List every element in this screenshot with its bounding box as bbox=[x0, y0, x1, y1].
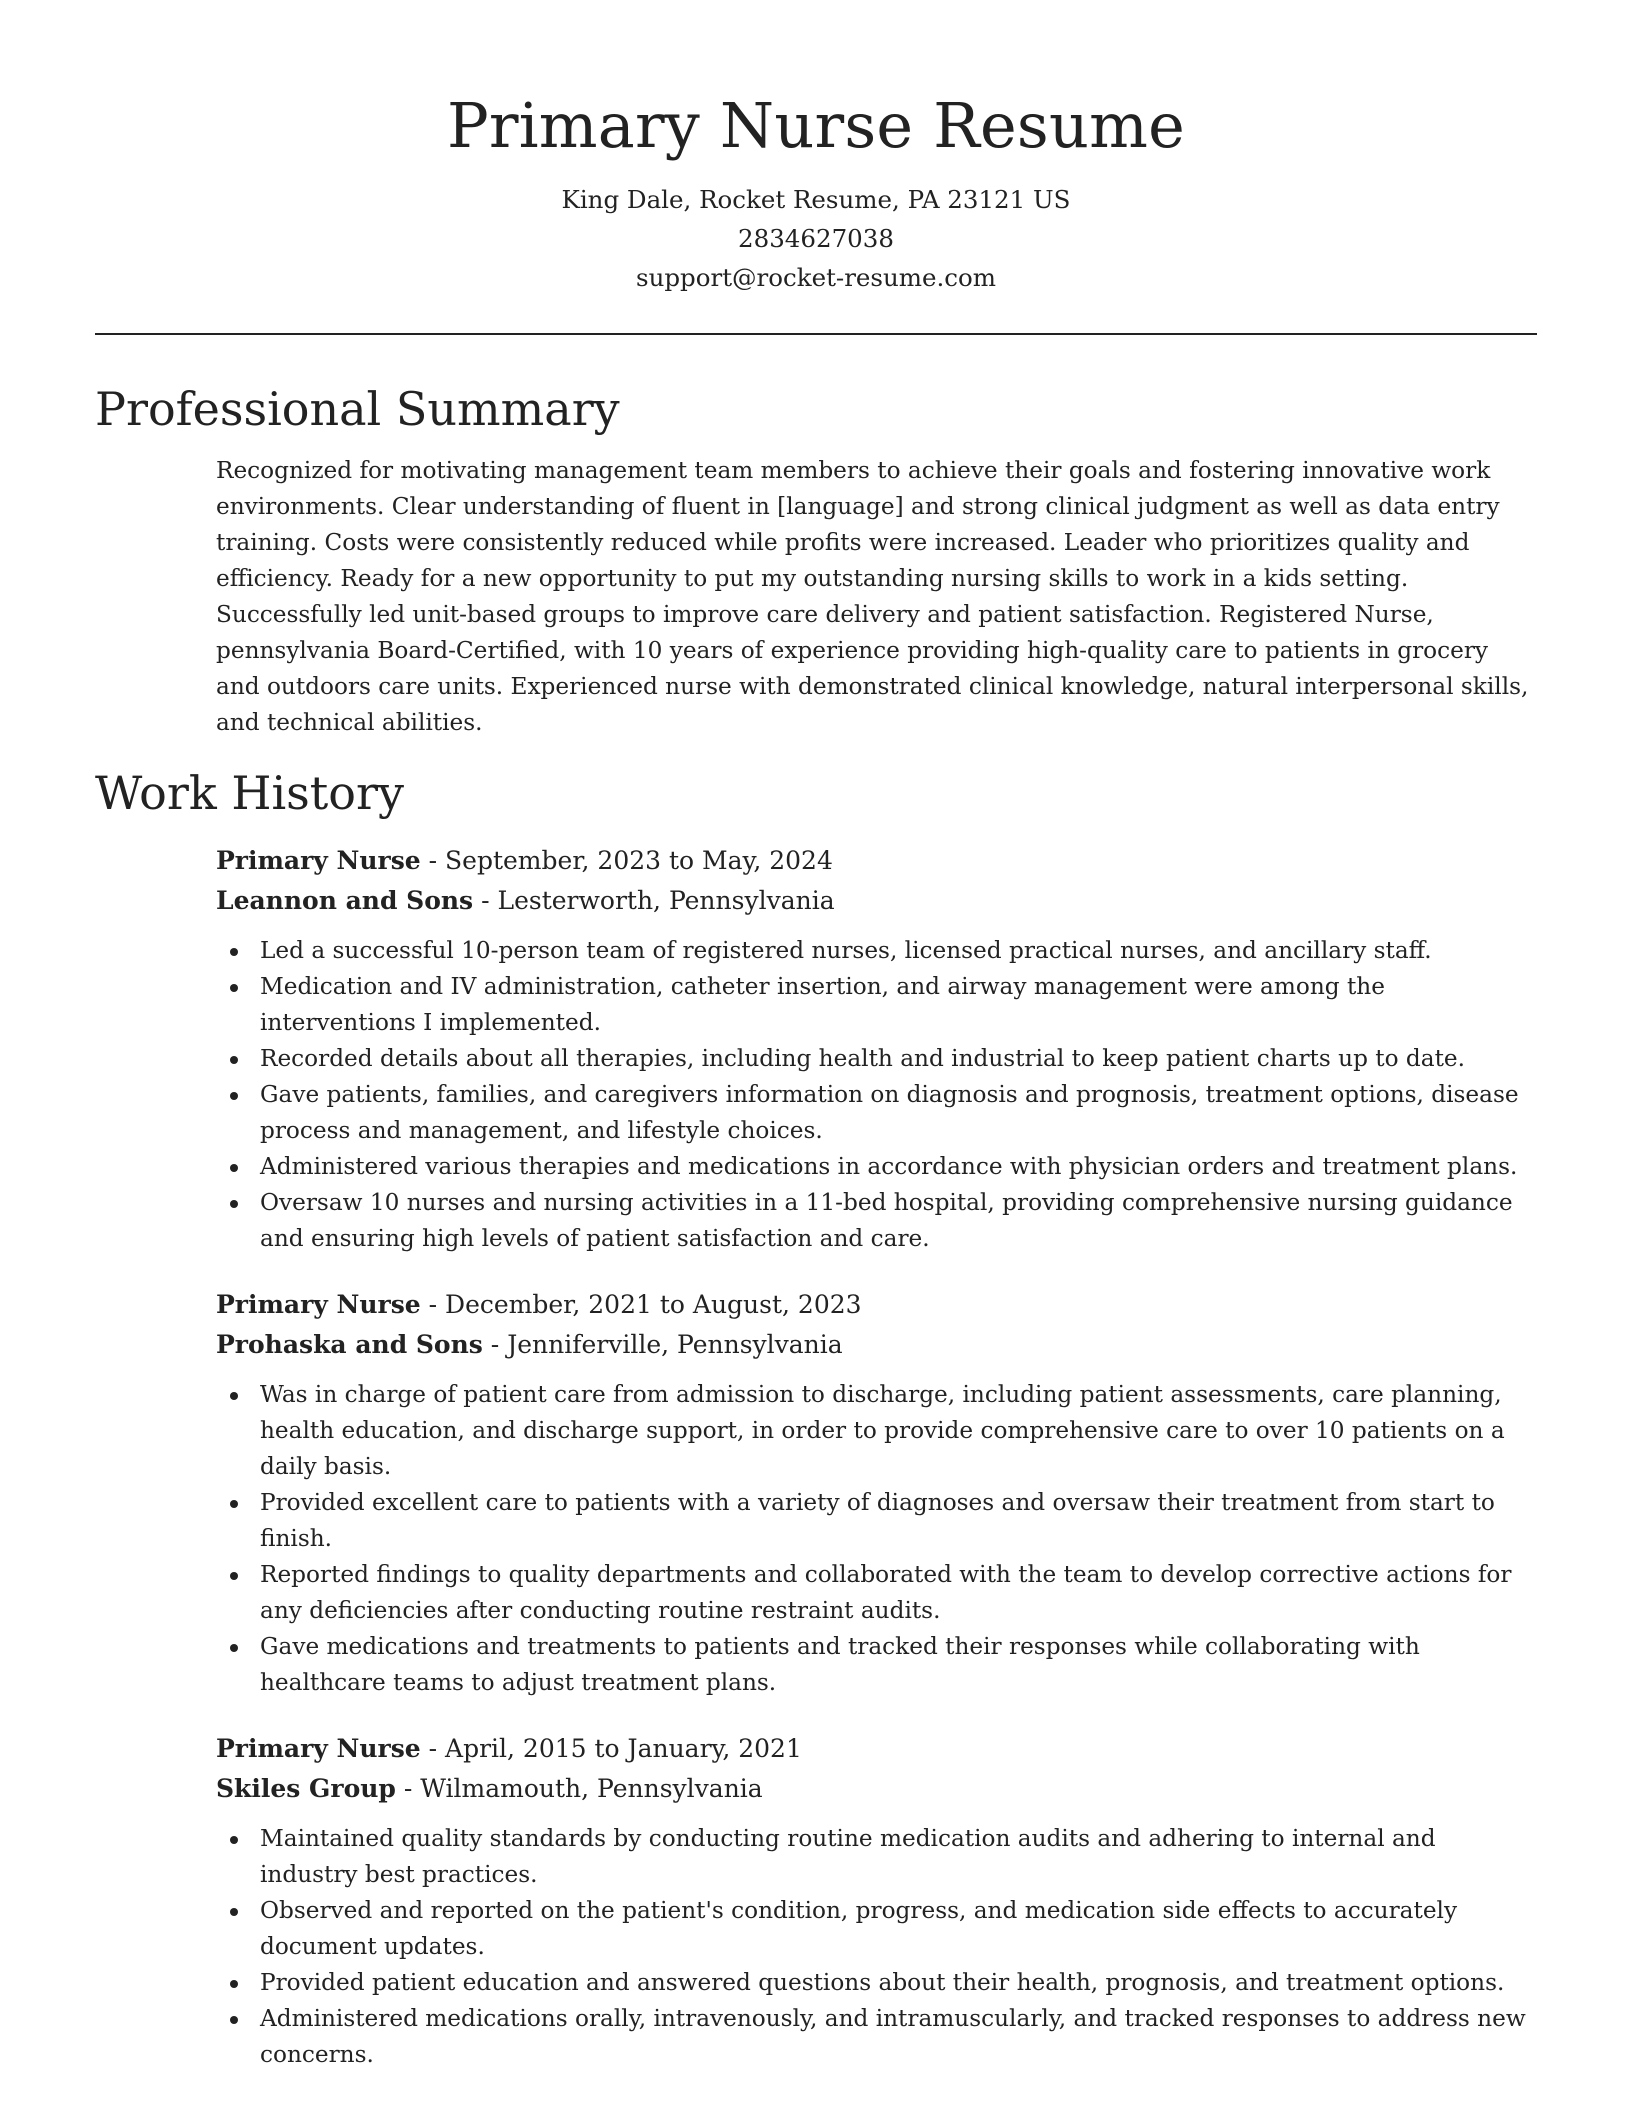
bullet-icon bbox=[230, 1092, 238, 1100]
bullet-text: Administered various therapies and medications in accordance with physician orders and treatment plans. bbox=[260, 1153, 1518, 1180]
bullet-icon bbox=[230, 2016, 238, 2024]
contact-phone: 2834627038 bbox=[738, 224, 894, 253]
bullet-text: Provided patient education and answered questions about their health, prognosis, and treatment options. bbox=[260, 1969, 1505, 1996]
job-company: Leannon and Sons bbox=[216, 886, 474, 915]
job-company: Skiles Group bbox=[216, 1774, 396, 1803]
job-location: - Jenniferville, Pennsylvania bbox=[482, 1330, 843, 1359]
bullet-text: Medication and IV administration, catheter insertion, and airway management were among the interventions I implemented. bbox=[260, 973, 1385, 1036]
summary-heading: Professional Summary bbox=[95, 382, 620, 436]
bullet-icon bbox=[230, 1500, 238, 1508]
job-dates: - September, 2023 to May, 2024 bbox=[420, 846, 833, 875]
job-title-line bbox=[216, 841, 1537, 881]
bullet-icon bbox=[230, 1392, 238, 1400]
bullet-icon bbox=[230, 1836, 238, 1844]
job-bullets bbox=[216, 1821, 1537, 2073]
bullet-text: Was in charge of patient care from admission to discharge, including patient assessments, care planning, health education, and discharge support, in order to provide comprehensive care to over 10 patients on a daily basis. bbox=[260, 1381, 1505, 1480]
list-item bbox=[216, 1821, 1537, 1893]
bullet-text: Led a successful 10-person team of registered nurses, licensed practical nurses, and ancillary staff. bbox=[260, 937, 1432, 964]
job-company: Prohaska and Sons bbox=[216, 1330, 483, 1359]
job-title-line bbox=[216, 1285, 1537, 1325]
list-item bbox=[216, 1149, 1537, 1185]
job-title-line bbox=[216, 1729, 1537, 1769]
job-role: Primary Nurse bbox=[216, 1734, 421, 1763]
job-location: - Lesterworth, Pennsylvania bbox=[473, 886, 835, 915]
resume-title: Primary Nurse Resume bbox=[447, 89, 1185, 162]
bullet-text: Gave medications and treatments to patients and tracked their responses while collaborating with healthcare teams to adjust treatment plans. bbox=[260, 1633, 1420, 1696]
bullet-text: Maintained quality standards by conducting routine medication audits and adhering to internal and industry best practices. bbox=[260, 1825, 1436, 1888]
contact-block bbox=[95, 180, 1537, 297]
job-dates: - December, 2021 to August, 2023 bbox=[420, 1290, 862, 1319]
job-role: Primary Nurse bbox=[216, 1290, 421, 1319]
job-role: Primary Nurse bbox=[216, 846, 421, 875]
job-entry bbox=[216, 841, 1537, 1257]
list-item bbox=[216, 1041, 1537, 1077]
list-item bbox=[216, 1893, 1537, 1965]
list-item bbox=[216, 2001, 1537, 2073]
summary-text: Recognized for motivating management team members to achieve their goals and fostering innovative work environments. Clear understanding of fluent in [language] and strong clinical judgment as well as data entry training. Costs were consistently reduced while profits were increased. Leader who prioritizes quality and efficiency. Ready for a new opportunity to put my outstanding nursing skills to work in a kids setting. Successfully led unit-based groups to improve care delivery and patient satisfaction. Registered Nurse, pennsylvania Board-Certified, with 10 years of experience providing high-quality care to patients in grocery and outdoors care units. Experienced nurse with demonstrated clinical knowledge, natural interpersonal skills, and technical abilities. bbox=[216, 457, 1529, 736]
bullet-text: Gave patients, families, and caregivers information on diagnosis and prognosis, treatment options, disease process and management, and lifestyle choices. bbox=[260, 1081, 1519, 1144]
bullet-text: Reported findings to quality departments and collaborated with the team to develop corrective actions for any deficiencies after conducting routine restraint audits. bbox=[260, 1561, 1512, 1624]
list-item bbox=[216, 1557, 1537, 1629]
job-dates: - April, 2015 to January, 2021 bbox=[420, 1734, 802, 1763]
job-bullets bbox=[216, 1377, 1537, 1701]
bullet-icon bbox=[230, 1644, 238, 1652]
list-item bbox=[216, 969, 1537, 1041]
resume-header bbox=[95, 0, 1537, 297]
job-company-line bbox=[216, 1769, 1537, 1809]
bullet-icon bbox=[230, 1164, 238, 1172]
bullet-icon bbox=[230, 984, 238, 992]
bullet-text: Recorded details about all therapies, including health and industrial to keep patient charts up to date. bbox=[260, 1045, 1466, 1072]
bullet-icon bbox=[230, 1200, 238, 1208]
job-location: - Wilmamouth, Pennsylvania bbox=[395, 1774, 763, 1803]
list-item bbox=[216, 933, 1537, 969]
list-item bbox=[216, 1965, 1537, 2001]
work-history-heading: Work History bbox=[95, 766, 404, 820]
list-item bbox=[216, 1485, 1537, 1557]
list-item bbox=[216, 1377, 1537, 1485]
bullet-text: Provided excellent care to patients with a variety of diagnoses and oversaw their treatment from start to finish. bbox=[260, 1489, 1495, 1552]
job-entry bbox=[216, 1285, 1537, 1701]
bullet-text: Administered medications orally, intravenously, and intramuscularly, and tracked responses to address new concerns. bbox=[260, 2005, 1526, 2068]
bullet-icon bbox=[230, 1908, 238, 1916]
bullet-icon bbox=[230, 1572, 238, 1580]
list-item bbox=[216, 1629, 1537, 1701]
job-company-line bbox=[216, 881, 1537, 921]
bullet-icon bbox=[230, 948, 238, 956]
job-company-line bbox=[216, 1325, 1537, 1365]
bullet-text: Oversaw 10 nurses and nursing activities in a 11-bed hospital, providing comprehensive nursing guidance and ensuring high levels of patient satisfaction and care. bbox=[260, 1189, 1513, 1252]
bullet-icon bbox=[230, 1056, 238, 1064]
list-item bbox=[216, 1077, 1537, 1149]
list-item bbox=[216, 1185, 1537, 1257]
job-bullets bbox=[216, 933, 1537, 1257]
job-entry bbox=[216, 1729, 1537, 2073]
contact-address: King Dale, Rocket Resume, PA 23121 US bbox=[561, 185, 1071, 214]
contact-email: support@rocket-resume.com bbox=[636, 263, 996, 292]
header-divider bbox=[95, 333, 1537, 335]
bullet-icon bbox=[230, 1980, 238, 1988]
bullet-text: Observed and reported on the patient's condition, progress, and medication side effects to accurately document updates. bbox=[260, 1897, 1458, 1960]
